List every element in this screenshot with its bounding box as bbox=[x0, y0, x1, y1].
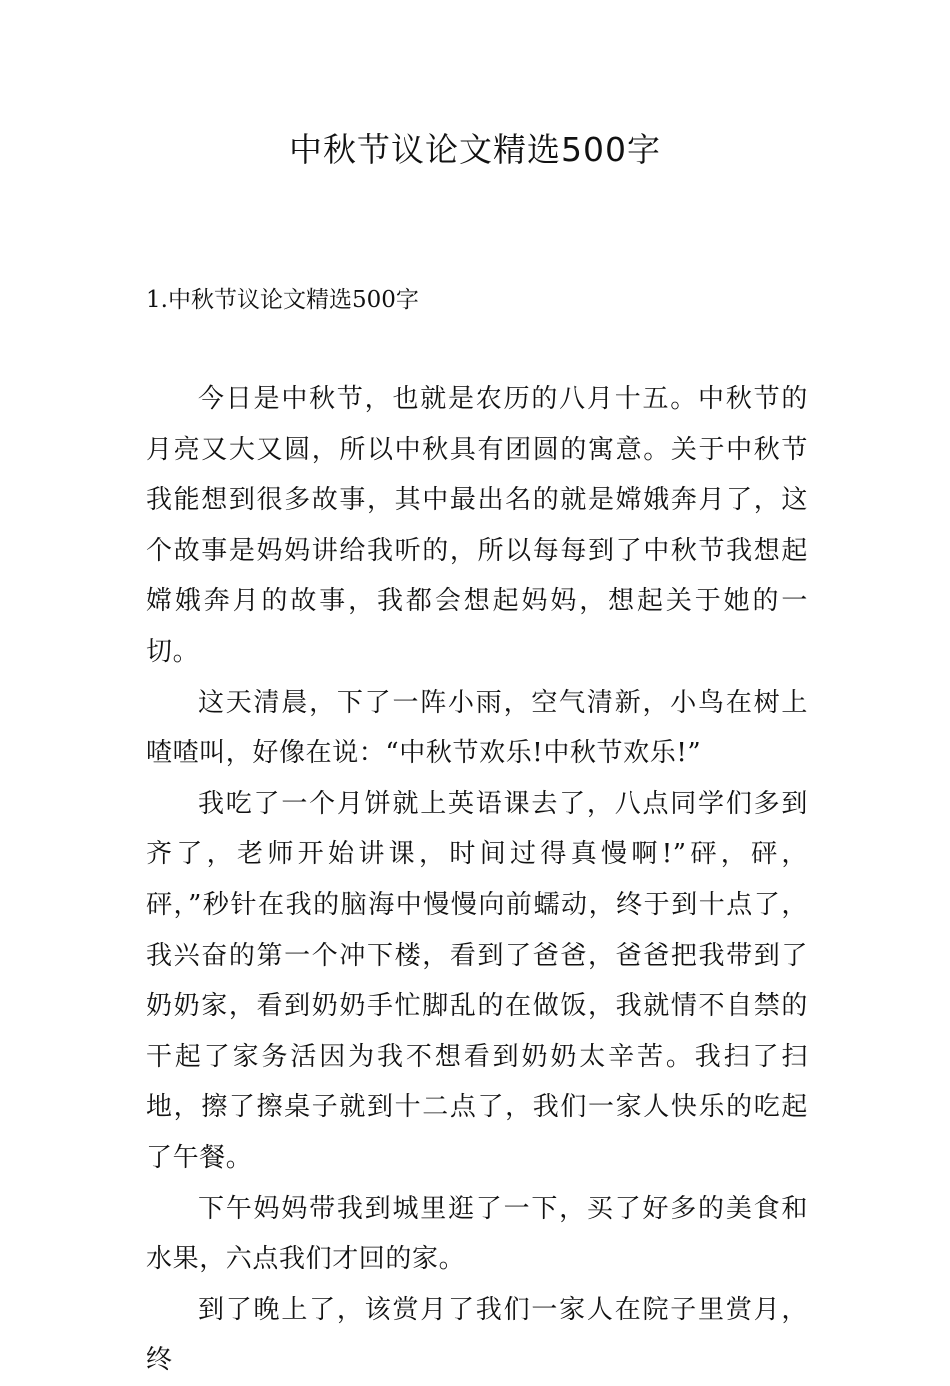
body-text bbox=[146, 374, 808, 1386]
paragraph: 我吃了一个月饼就上英语课去了，八点同学们多到齐了，老师开始讲课，时间过得真慢啊!”砰，砰，砰，”秒针在我的脑海中慢慢向前蠕动，终于到十点了，我兴奋的第一个冲下楼，看到了爸爸，爸爸把我带到了奶奶家，看到奶奶手忙脚乱的在做饭，我就情不自禁的干起了家务活因为我不想看到奶奶太辛苦。我扫了扫地，擦了擦桌子就到十二点了，我们一家人快乐的吃起了午餐。 bbox=[146, 788, 808, 1173]
document-title: 中秋节议论文精选500字 bbox=[289, 130, 661, 169]
paragraph: 今日是中秋节，也就是农历的八月十五。中秋节的月亮又大又圆，所以中秋具有团圆的寓意。关于中秋节我能想到很多故事，其中最出名的就是嫦娥奔月了，这个故事是妈妈讲给我听的，所以每每到了中秋节我想起嫦娥奔月的故事，我都会想起妈妈，想起关于她的一切。 bbox=[146, 384, 808, 667]
paragraph: 下午妈妈带我到城里逛了一下，买了好多的美食和水果，六点我们才回的家。 bbox=[146, 1193, 808, 1275]
paragraph: 到了晚上了，该赏月了我们一家人在院子里赏月，终 bbox=[146, 1294, 808, 1376]
section-heading: 1.中秋节议论文精选500字 bbox=[146, 287, 419, 313]
paragraph: 这天清晨，下了一阵小雨，空气清新，小鸟在树上喳喳叫，好像在说：“中秋节欢乐!中秋节欢乐!” bbox=[146, 687, 808, 769]
